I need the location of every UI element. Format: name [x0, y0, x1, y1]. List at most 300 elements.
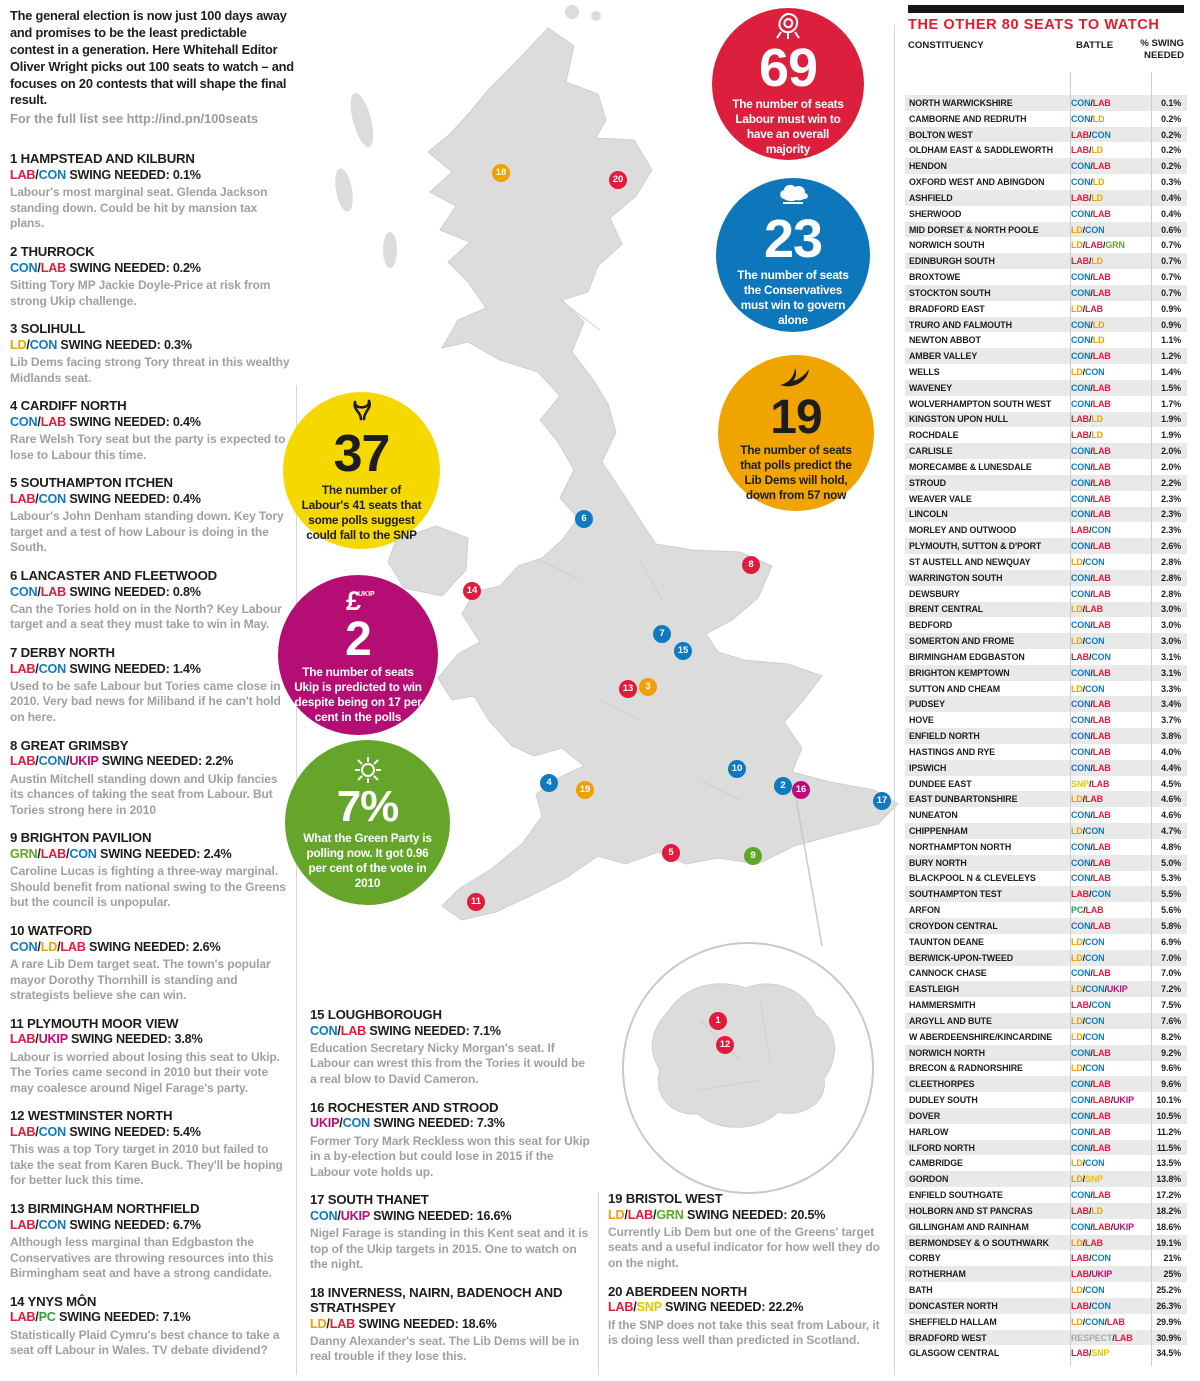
seat-description: Labour is worried about losing this seat to Ukip. The Tories came second in 2010 but their vote may coalesce around Nigel Farage's party.: [10, 1049, 280, 1095]
party-con: CON: [1071, 746, 1091, 757]
party-lab: LAB: [1085, 303, 1103, 314]
table-row: [905, 1155, 1187, 1171]
seat-description: Currently Lib Dem but one of the Greens' target seats and a useful indicator for how well they do on the night.: [608, 1224, 880, 1271]
battle-cell: LAB/LD: [1071, 192, 1103, 203]
party-lab: LAB: [1092, 161, 1111, 172]
table-row: [905, 918, 1187, 934]
constituency-cell: OXFORD WEST AND ABINGDON: [909, 177, 1045, 188]
battle-cell: LAB/LD: [1071, 256, 1103, 267]
party-lab: LAB: [1071, 889, 1089, 900]
battle-cell: LAB/CON: [1071, 525, 1111, 536]
constituency-cell: BURY NORTH: [909, 857, 967, 868]
svg-text:£: £: [346, 585, 362, 615]
table-row: [905, 174, 1187, 190]
table-row: [905, 1124, 1187, 1140]
table-row: [905, 1108, 1187, 1124]
party-con: CON: [1085, 556, 1105, 567]
battle-cell: CON/LD: [1071, 335, 1105, 346]
constituency-cell: BRADFORD WEST: [909, 1332, 987, 1343]
party-ld: LD: [1091, 192, 1103, 203]
table-top-bar: [908, 5, 1184, 13]
party-con: CON: [1071, 699, 1091, 710]
constituency-cell: EASTLEIGH: [909, 984, 959, 995]
swing-cell: 4.4%: [1161, 762, 1181, 773]
battle-cell: CON/LAB: [1071, 762, 1111, 773]
seat-description: Rare Welsh Tory seat but the party is expected to lose to Labour this time.: [10, 432, 286, 462]
stat-number: 37: [333, 425, 390, 484]
map-marker-4: 4: [540, 774, 558, 792]
table-row: [905, 712, 1187, 728]
constituency-cell: ARGYLL AND BUTE: [909, 1015, 992, 1026]
constituency-cell: GILLINGHAM AND RAINHAM: [909, 1221, 1029, 1232]
party-lab: LAB: [10, 1310, 36, 1325]
swing-cell: 4.7%: [1161, 826, 1181, 836]
seat-title: 16 ROCHESTER AND STROOD: [310, 1099, 499, 1115]
swing-cell: 0.9%: [1161, 303, 1181, 314]
seat-battle: LAB/CON SWING NEEDED: 1.4%: [10, 661, 201, 676]
party-ld: LD: [1071, 952, 1083, 963]
party-lab: LAB: [1085, 240, 1103, 251]
swing-cell: 2.0%: [1161, 461, 1181, 472]
table-row: [905, 839, 1187, 855]
seat-battle: LAB/CON/UKIP SWING NEEDED: 2.2%: [10, 754, 234, 769]
battle-cell: LAB/CON: [1071, 1300, 1111, 1311]
battle-cell: LD/CON/UKIP: [1071, 984, 1128, 995]
swing-cell: 3.4%: [1161, 699, 1181, 710]
constituency-cell: MORLEY AND OUTWOOD: [909, 525, 1017, 536]
party-ld: LD: [1071, 1237, 1083, 1248]
party-con: CON: [1085, 984, 1105, 995]
constituency-cell: WARRINGTON SOUTH: [909, 572, 1003, 583]
table-row: [905, 633, 1187, 649]
table-row: [905, 1045, 1187, 1061]
table-row: [905, 586, 1187, 602]
seat-battle: CON/UKIP SWING NEEDED: 16.6%: [310, 1209, 512, 1224]
seat-title: 18 INVERNESS, NAIRN, BADENOCH AND STRATHSPEY: [310, 1285, 563, 1315]
party-con: CON: [1071, 667, 1091, 678]
table-row: [905, 1092, 1187, 1108]
party-lab: LAB: [1085, 794, 1103, 805]
swing-cell: 5.5%: [1161, 889, 1181, 900]
seat-item-20: [608, 1285, 891, 1349]
party-con: CON: [1071, 319, 1091, 330]
constituency-cell: BRECON & RADNORSHIRE: [909, 1063, 1023, 1074]
battle-cell: CON/LD: [1071, 319, 1105, 330]
table-row: [905, 127, 1187, 143]
stat-number: 7%: [336, 781, 399, 831]
party-con: CON: [1071, 1095, 1091, 1106]
party-ld: LD: [1071, 636, 1083, 647]
battle-cell: LD/CON: [1071, 1158, 1105, 1169]
table-row: [905, 475, 1187, 491]
seat-title: 7 DERBY NORTH: [10, 645, 115, 660]
battle-cell: LD/CON: [1071, 1031, 1105, 1042]
party-con: CON: [1071, 509, 1091, 520]
table-row: [905, 934, 1187, 950]
table-row: [905, 1282, 1187, 1298]
map-marker-12: 12: [716, 1036, 734, 1054]
seat-battle: LAB/CON SWING NEEDED: 0.1%: [10, 168, 201, 183]
party-lab: LAB: [1071, 430, 1089, 441]
party-ukip: UKIP: [1113, 1221, 1134, 1232]
party-lab: LAB: [1071, 1269, 1089, 1280]
map-marker-17: 17: [873, 792, 891, 810]
northern-isles: [565, 5, 579, 19]
party-con: CON: [38, 1217, 66, 1232]
party-con: CON: [310, 1023, 338, 1038]
swing-cell: 17.2%: [1156, 1190, 1181, 1201]
party-lab: LAB: [1092, 398, 1111, 409]
battle-cell: CON/LAB: [1071, 1190, 1111, 1201]
constituency-cell: WEAVER VALE: [909, 493, 972, 504]
constituency-cell: NEWTON ABBOT: [909, 335, 981, 346]
swing-cell: 7.0%: [1161, 968, 1181, 979]
party-con: CON: [1091, 1000, 1111, 1011]
constituency-cell: CANNOCK CHASE: [909, 968, 987, 979]
party-ukip: UKIP: [1106, 984, 1128, 995]
table-row: [905, 1013, 1187, 1029]
constituency-cell: CAMBORNE AND REDRUTH: [909, 113, 1027, 124]
party-con: CON: [1091, 129, 1111, 140]
seat-battle: CON/LD/LAB SWING NEEDED: 2.6%: [10, 939, 221, 954]
party-lab: LAB: [1092, 287, 1111, 298]
party-grn: GRN: [1105, 240, 1125, 251]
party-con: CON: [1085, 1031, 1105, 1042]
party-lab: LAB: [10, 661, 36, 676]
snp-icon: [347, 398, 377, 428]
table-row: [905, 237, 1187, 253]
battle-cell: LAB/CON: [1071, 1253, 1111, 1264]
party-con: CON: [1071, 493, 1091, 504]
party-lab: LAB: [1092, 762, 1111, 773]
battle-cell: LAB/CON: [1071, 129, 1111, 140]
stat-label: The number of Labour's 41 seats that some polls suggest could fall to the SNP: [301, 482, 422, 542]
constituency-cell: DUDLEY SOUTH: [909, 1095, 978, 1106]
table-row: [905, 1345, 1187, 1361]
constituency-cell: PLYMOUTH, SUTTON & D'PORT: [909, 541, 1042, 552]
party-lab: LAB: [1092, 667, 1111, 678]
party-lab: LAB: [1071, 1205, 1089, 1216]
battle-cell: CON/LAB: [1071, 97, 1111, 108]
party-con: CON: [1071, 968, 1091, 979]
swing-cell: 3.3%: [1161, 683, 1181, 694]
northern-isles: [591, 11, 601, 21]
table-row: [905, 886, 1187, 902]
party-lab: LAB: [1092, 1126, 1111, 1137]
map-marker-7: 7: [653, 625, 671, 643]
constituency-cell: ST AUSTELL AND NEWQUAY: [909, 556, 1031, 567]
party-lab: LAB: [1092, 588, 1111, 599]
party-ld: LD: [1071, 936, 1083, 947]
party-lab: LAB: [40, 414, 66, 429]
swing-cell: 5.8%: [1161, 920, 1181, 931]
table-row: [905, 111, 1187, 127]
party-con: CON: [1071, 1221, 1091, 1232]
table-row: [905, 1061, 1187, 1077]
battle-cell: LD/LAB: [1071, 1237, 1103, 1248]
battle-cell: CON/LAB: [1071, 1110, 1111, 1121]
constituency-cell: HENDON: [909, 161, 947, 172]
constituency-cell: AMBER VALLEY: [909, 351, 978, 362]
libdem-bird-icon: [777, 363, 815, 393]
seats-19-20: [608, 1192, 891, 1349]
swing-cell: 34.5%: [1156, 1348, 1181, 1359]
party-lab: LAB: [608, 1300, 634, 1315]
battle-cell: CON/LAB: [1071, 509, 1111, 520]
table-row: [905, 1235, 1187, 1251]
left-column: [10, 8, 294, 1372]
battle-cell: LD/CON: [1071, 224, 1105, 235]
seat-item-18: [310, 1286, 592, 1365]
swing-cell: 0.6%: [1161, 224, 1181, 235]
swing-cell: 5.6%: [1161, 905, 1181, 916]
battle-cell: LD/CON/LAB: [1071, 1316, 1125, 1327]
map-marker-10: 10: [728, 760, 746, 778]
table-row: [905, 206, 1187, 222]
seat-title: 17 SOUTH THANET: [310, 1192, 429, 1208]
party-ukip: UKIP: [69, 754, 99, 769]
table-row: [905, 1219, 1187, 1235]
swing-cell: 2.0%: [1161, 446, 1181, 457]
party-ld: LD: [1092, 335, 1105, 346]
party-con: CON: [1071, 715, 1091, 726]
seat-description: This was a top Tory target in 2010 but failed to take the seat from Karen Buck. They'll be hoping for better luck this time.: [10, 1142, 283, 1188]
party-con: CON: [1071, 1190, 1091, 1201]
seat-item-15: [310, 1008, 592, 1088]
constituency-cell: SOUTHAMPTON TEST: [909, 889, 1002, 900]
conservative-majority-circle: [716, 178, 870, 332]
battle-cell: PC/LAB: [1071, 905, 1104, 916]
table-row: [905, 728, 1187, 744]
battle-cell: LD/CON: [1071, 366, 1105, 377]
hebrides-island: [332, 167, 355, 213]
swing-cell: 2.3%: [1161, 509, 1181, 520]
party-lab: LAB: [1071, 651, 1089, 662]
party-ld: LD: [1071, 303, 1083, 314]
seat-battle: LAB/SNP SWING NEEDED: 22.2%: [608, 1300, 804, 1315]
constituency-cell: DOVER: [909, 1110, 941, 1121]
swing-cell: 1.2%: [1161, 351, 1181, 362]
swing-cell: 0.2%: [1161, 145, 1181, 156]
party-con: CON: [38, 754, 66, 769]
party-lab: LAB: [1106, 1316, 1125, 1327]
battle-cell: CON/LAB: [1071, 715, 1111, 726]
battle-cell: CON/LAB: [1071, 731, 1111, 742]
constituency-cell: CAMBRIDGE: [909, 1158, 963, 1169]
party-ld: LD: [1071, 240, 1083, 251]
constituency-cell: WELLS: [909, 366, 940, 377]
map-marker-5: 5: [662, 844, 680, 862]
battle-cell: LD/LAB: [1071, 604, 1103, 615]
party-lab: LAB: [1092, 1190, 1111, 1201]
battle-cell: CON/LAB: [1071, 810, 1111, 821]
party-lab: LAB: [1071, 525, 1089, 536]
party-ld: LD: [1092, 113, 1105, 124]
swing-cell: 5.0%: [1161, 857, 1181, 868]
party-pc: PC: [1071, 905, 1084, 916]
party-lab: LAB: [1092, 509, 1111, 520]
party-con: CON: [1085, 1285, 1105, 1296]
seat-battle: LAB/PC SWING NEEDED: 7.1%: [10, 1310, 191, 1325]
seat-description: If the SNP does not take this seat from Labour, it is doing less well than predicted in Scotland.: [608, 1317, 880, 1348]
swing-cell: 3.1%: [1161, 651, 1181, 662]
full-list-link[interactable]: For the full list see http://ind.pn/100seats: [10, 111, 259, 127]
constituency-cell: BIRMINGHAM EDGBASTON: [909, 651, 1025, 662]
constituency-cell: MID DORSET & NORTH POOLE: [909, 224, 1039, 235]
battle-cell: CON/LAB: [1071, 1126, 1111, 1137]
stat-label: The number of seats that polls predict the Lib Dems will hold, down from 57 now: [740, 443, 852, 503]
battle-cell: LAB/CON: [1071, 1000, 1111, 1011]
swing-cell: 3.1%: [1161, 667, 1181, 678]
seat-title: 3 SOLIHULL: [10, 321, 85, 337]
battle-cell: CON/LAB: [1071, 841, 1111, 852]
constituency-cell: GORDON: [909, 1174, 949, 1185]
swing-cell: 1.1%: [1161, 335, 1181, 346]
swing-cell: 9.2%: [1161, 1047, 1181, 1058]
party-con: CON: [1071, 177, 1091, 188]
battle-cell: LD/SNP: [1071, 1174, 1103, 1185]
table-row: [905, 285, 1187, 301]
party-lab: LAB: [1071, 1300, 1089, 1311]
constituency-cell: MORECAMBE & LUNESDALE: [909, 461, 1032, 472]
constituency-cell: CARLISLE: [909, 446, 953, 457]
constituency-cell: NORWICH NORTH: [909, 1047, 985, 1058]
battle-cell: LAB/LD: [1071, 145, 1103, 156]
battle-cell: CON/LAB: [1071, 1142, 1111, 1153]
seat-title: 4 CARDIFF NORTH: [10, 398, 127, 414]
party-lab: LAB: [1092, 477, 1111, 488]
stat-label: What the Green Party is polling now. It got 0.96 per cent of the vote in 2010: [303, 830, 432, 890]
table-row: [905, 364, 1187, 380]
party-lab: LAB: [1092, 208, 1111, 219]
battle-cell: CON/LAB: [1071, 208, 1111, 219]
swing-cell: 6.9%: [1161, 936, 1181, 947]
stat-number: 2: [345, 612, 371, 666]
seat-item-4: [10, 399, 294, 463]
table-row: [905, 443, 1187, 459]
party-con: CON: [1085, 936, 1105, 947]
seat-description: Danny Alexander's seat. The Lib Dems will be in real trouble if they lose this.: [310, 1333, 580, 1364]
party-con: CON: [1071, 731, 1091, 742]
labour-rose-icon: [771, 11, 805, 41]
seat-description: Lib Dems facing strong Tory threat in this wealthy Midlands seat.: [10, 354, 290, 385]
constituency-cell: STROUD: [909, 477, 946, 488]
swing-cell: 3.0%: [1161, 604, 1181, 615]
constituency-cell: NORTHAMPTON NORTH: [909, 841, 1012, 852]
table-row: [905, 1029, 1187, 1045]
seat-title: 13 BIRMINGHAM NORTHFIELD: [10, 1201, 200, 1217]
stat-number: 19: [770, 390, 822, 444]
seat-title: 14 YNYS MÔN: [10, 1293, 97, 1309]
party-grn: GRN: [10, 847, 38, 862]
battle-cell: LD/CON: [1071, 1285, 1105, 1296]
party-con: CON: [38, 492, 66, 507]
constituency-cell: BLACKPOOL N & CLEVELEYS: [909, 873, 1036, 884]
seats-table: [905, 0, 1192, 1381]
swing-cell: 18.6%: [1156, 1221, 1181, 1232]
party-lab: LAB: [10, 1125, 36, 1140]
party-ld: LD: [1091, 1205, 1103, 1216]
party-con: CON: [1071, 810, 1091, 821]
stat-number: 69: [758, 37, 818, 98]
swing-cell: 7.0%: [1161, 952, 1181, 963]
party-ld: LD: [1071, 826, 1083, 836]
table-row: [905, 744, 1187, 760]
party-con: CON: [1085, 1158, 1105, 1169]
swing-cell: 0.1%: [1161, 97, 1181, 108]
constituency-cell: OLDHAM EAST & SADDLEWORTH: [909, 145, 1053, 156]
party-con: CON: [29, 337, 58, 352]
swing-cell: 11.2%: [1156, 1126, 1181, 1137]
party-lab: LAB: [627, 1207, 653, 1222]
party-con: CON: [1091, 651, 1111, 662]
seat-battle: LAB/CON SWING NEEDED: 6.7%: [10, 1217, 201, 1232]
party-lab: LAB: [40, 260, 66, 275]
party-lab: LAB: [1092, 1110, 1111, 1121]
constituency-cell: SHERWOOD: [909, 208, 962, 219]
map-marker-1: 1: [709, 1012, 727, 1030]
seat-title: 20 ABERDEEN NORTH: [608, 1283, 747, 1299]
seat-battle: CON/LAB SWING NEEDED: 0.2%: [10, 260, 201, 275]
labour-majority-circle: [712, 8, 864, 160]
conservative-tree-icon: [776, 182, 810, 212]
battle-cell: CON/LAB: [1071, 477, 1111, 488]
map-marker-16: 16: [792, 781, 810, 799]
seat-title: 15 LOUGHBOROUGH: [310, 1007, 442, 1022]
constituency-cell: BERWICK-UPON-TWEED: [909, 952, 1014, 963]
swing-cell: 5.3%: [1161, 873, 1181, 884]
party-lab: LAB: [1092, 620, 1111, 631]
party-con: CON: [1071, 113, 1091, 124]
table-row: [905, 142, 1187, 158]
party-lab: LAB: [1092, 699, 1111, 710]
map-marker-8: 8: [742, 556, 760, 574]
constituency-cell: DONCASTER NORTH: [909, 1300, 998, 1311]
table-row: [905, 1266, 1187, 1282]
table-row: [905, 696, 1187, 712]
party-con: CON: [1071, 97, 1091, 108]
seat-title: 19 BRISTOL WEST: [608, 1191, 723, 1206]
seat-battle: CON/LAB SWING NEEDED: 0.8%: [10, 584, 201, 599]
swing-cell: 3.7%: [1161, 715, 1181, 726]
seat-item-3: [10, 322, 294, 386]
party-con: CON: [1071, 873, 1091, 884]
party-lab: LAB: [1092, 97, 1111, 108]
seat-battle: GRN/LAB/CON SWING NEEDED: 2.4%: [10, 847, 232, 862]
swing-cell: 1.9%: [1161, 430, 1181, 441]
swing-cell: 2.3%: [1161, 493, 1181, 504]
party-ld: LD: [1071, 984, 1083, 995]
table-row: [905, 538, 1187, 554]
swing-cell: 13.5%: [1156, 1158, 1181, 1169]
table-row: [905, 269, 1187, 285]
battle-cell: LD/CON: [1071, 936, 1105, 947]
constituency-cell: ROTHERHAM: [909, 1269, 966, 1280]
table-row: [905, 1140, 1187, 1156]
party-lab: LAB: [1092, 810, 1111, 821]
constituency-cell: LINCOLN: [909, 509, 948, 520]
constituency-cell: PUDSEY: [909, 699, 945, 710]
swing-cell: 3.8%: [1161, 731, 1181, 742]
party-lab: LAB: [1071, 1253, 1089, 1264]
party-con: CON: [1085, 1063, 1105, 1074]
party-lab: LAB: [1092, 920, 1111, 931]
constituency-cell: WAVENEY: [909, 382, 953, 393]
swing-cell: 8.2%: [1161, 1031, 1181, 1042]
map-marker-11: 11: [467, 893, 485, 911]
swing-cell: 30.9%: [1156, 1332, 1181, 1343]
table-row: [905, 665, 1187, 681]
